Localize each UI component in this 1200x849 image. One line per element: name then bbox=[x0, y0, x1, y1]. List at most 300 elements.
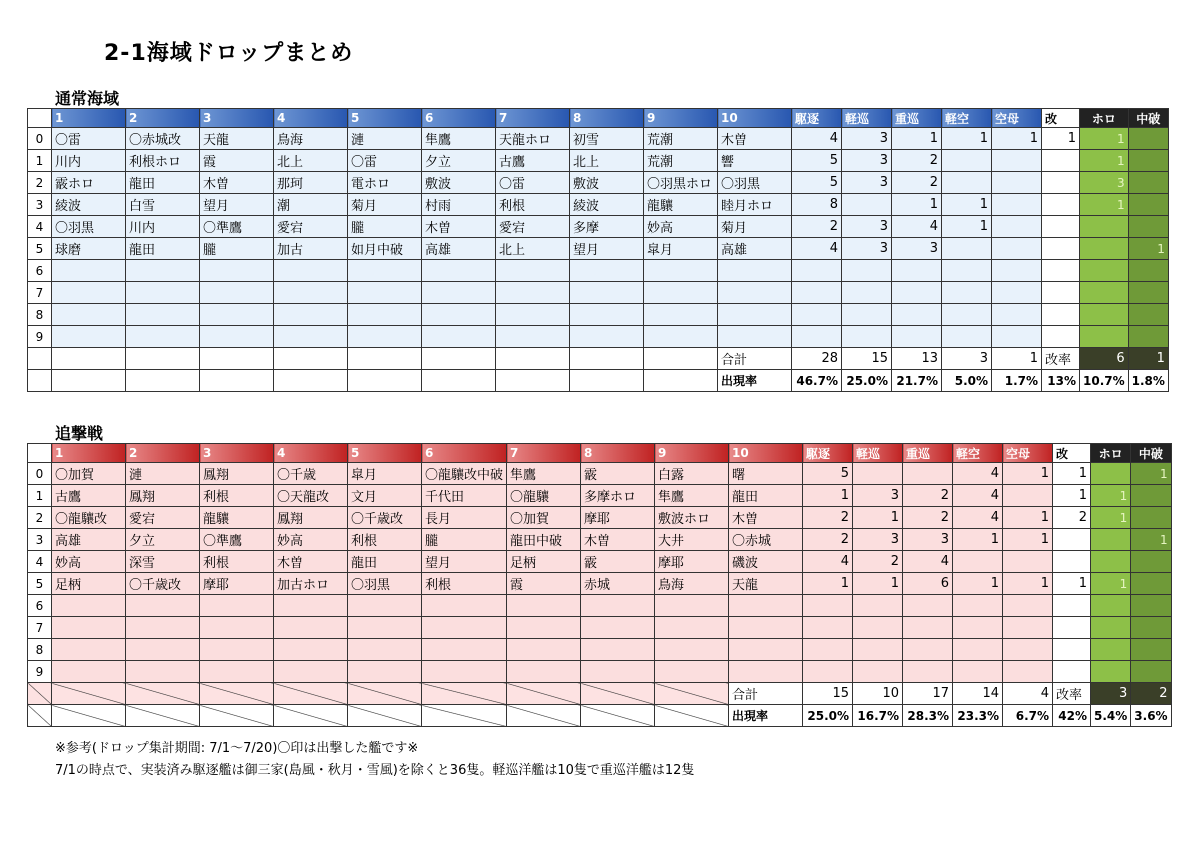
ship-cell bbox=[496, 304, 570, 326]
count-cell bbox=[892, 326, 942, 348]
column-header: 3 bbox=[200, 109, 274, 128]
ship-cell: 綾波 bbox=[52, 194, 126, 216]
column-header: 7 bbox=[507, 444, 581, 463]
ship-cell bbox=[126, 595, 200, 617]
damaged-total: 1 bbox=[1128, 348, 1168, 370]
column-header: 6 bbox=[422, 109, 496, 128]
count-cell bbox=[903, 639, 953, 661]
total-value: 15 bbox=[842, 348, 892, 370]
count-cell: 1 bbox=[1003, 573, 1053, 595]
holo-cell bbox=[1080, 326, 1129, 348]
ship-cell bbox=[729, 661, 803, 683]
ship-cell: 菊月 bbox=[348, 194, 422, 216]
ship-cell: 文月 bbox=[348, 485, 422, 507]
row-index: 4 bbox=[28, 216, 52, 238]
count-cell bbox=[992, 216, 1042, 238]
ship-cell: 夕立 bbox=[126, 529, 200, 551]
ship-cell: 北上 bbox=[496, 238, 570, 260]
count-cell: 3 bbox=[892, 238, 942, 260]
ship-cell: 木曽 bbox=[581, 529, 655, 551]
count-cell: 3 bbox=[842, 216, 892, 238]
count-cell bbox=[942, 172, 992, 194]
table-row bbox=[28, 326, 1169, 348]
total-label: 合計 bbox=[718, 348, 792, 370]
ship-cell: 敷波 bbox=[570, 172, 644, 194]
ship-cell: 木曽 bbox=[718, 128, 792, 150]
damaged-cell bbox=[1128, 128, 1168, 150]
column-header: 10 bbox=[729, 444, 803, 463]
ship-cell: 〇羽黒 bbox=[718, 172, 792, 194]
ship-cell bbox=[274, 639, 348, 661]
holo-total: 6 bbox=[1080, 348, 1129, 370]
count-cell: 3 bbox=[853, 485, 903, 507]
ship-cell: 深雪 bbox=[126, 551, 200, 573]
ship-cell: 如月中破 bbox=[348, 238, 422, 260]
count-cell: 2 bbox=[892, 150, 942, 172]
ship-cell: 利根 bbox=[422, 573, 507, 595]
count-cell bbox=[903, 661, 953, 683]
ship-cell: 球磨 bbox=[52, 238, 126, 260]
blank-cell bbox=[348, 683, 422, 705]
ship-cell bbox=[348, 326, 422, 348]
column-header: ホロ bbox=[1091, 444, 1131, 463]
holo-cell bbox=[1080, 304, 1129, 326]
kai-cell bbox=[1042, 238, 1080, 260]
ship-cell: 妙高 bbox=[644, 216, 718, 238]
total-value: 17 bbox=[903, 683, 953, 705]
kai-cell bbox=[1042, 172, 1080, 194]
ship-cell bbox=[507, 617, 581, 639]
count-cell bbox=[1003, 639, 1053, 661]
ship-cell: 霰 bbox=[581, 463, 655, 485]
count-cell bbox=[892, 282, 942, 304]
ship-cell: 木曽 bbox=[422, 216, 496, 238]
ship-cell bbox=[200, 326, 274, 348]
count-cell bbox=[992, 282, 1042, 304]
kai-cell bbox=[1042, 194, 1080, 216]
count-cell bbox=[853, 617, 903, 639]
ship-cell bbox=[126, 282, 200, 304]
ship-cell: 〇準鷹 bbox=[200, 216, 274, 238]
holo-cell bbox=[1080, 216, 1129, 238]
row-index: 7 bbox=[28, 282, 52, 304]
ship-cell bbox=[422, 661, 507, 683]
ship-cell: 天龍 bbox=[200, 128, 274, 150]
ship-cell bbox=[422, 304, 496, 326]
kai-cell: 1 bbox=[1053, 485, 1091, 507]
total-value: 10 bbox=[853, 683, 903, 705]
ship-cell: 愛宕 bbox=[274, 216, 348, 238]
count-cell bbox=[792, 326, 842, 348]
ship-cell: 龍田 bbox=[348, 551, 422, 573]
count-cell bbox=[842, 282, 892, 304]
count-cell: 2 bbox=[903, 507, 953, 529]
total-row bbox=[28, 348, 1169, 370]
column-header: 2 bbox=[126, 444, 200, 463]
ship-cell bbox=[274, 304, 348, 326]
section-label-normal: 通常海域 bbox=[55, 89, 120, 108]
row-index: 6 bbox=[28, 595, 52, 617]
count-cell: 1 bbox=[942, 194, 992, 216]
blank-cell bbox=[200, 348, 274, 370]
holo-total: 3 bbox=[1091, 683, 1131, 705]
ship-cell: 〇羽黒ホロ bbox=[644, 172, 718, 194]
ship-cell bbox=[496, 282, 570, 304]
ship-cell bbox=[274, 595, 348, 617]
kai-rate-value: 42% bbox=[1053, 705, 1091, 727]
count-cell bbox=[853, 463, 903, 485]
ship-cell bbox=[348, 304, 422, 326]
holo-cell bbox=[1091, 551, 1131, 573]
count-cell: 5 bbox=[792, 172, 842, 194]
ship-cell: 古鷹 bbox=[496, 150, 570, 172]
column-header: 10 bbox=[718, 109, 792, 128]
blank-cell bbox=[274, 683, 348, 705]
rate-value: 5.0% bbox=[942, 370, 992, 392]
ship-cell bbox=[348, 639, 422, 661]
ship-cell: 電ホロ bbox=[348, 172, 422, 194]
damaged-cell bbox=[1128, 194, 1168, 216]
count-cell bbox=[992, 326, 1042, 348]
header-row bbox=[28, 444, 1172, 463]
ship-cell: 〇龍驤 bbox=[507, 485, 581, 507]
holo-cell bbox=[1091, 661, 1131, 683]
ship-cell: 〇千歳改 bbox=[348, 507, 422, 529]
blank-cell bbox=[28, 348, 52, 370]
table-row bbox=[28, 194, 1169, 216]
ship-cell: 漣 bbox=[348, 128, 422, 150]
count-cell: 2 bbox=[803, 507, 853, 529]
count-cell: 1 bbox=[1003, 507, 1053, 529]
row-index: 0 bbox=[28, 463, 52, 485]
damaged-cell: 1 bbox=[1128, 238, 1168, 260]
count-cell: 2 bbox=[892, 172, 942, 194]
ship-cell: 北上 bbox=[570, 150, 644, 172]
count-cell bbox=[842, 326, 892, 348]
total-value: 14 bbox=[953, 683, 1003, 705]
ship-cell: 漣 bbox=[126, 463, 200, 485]
damaged-cell: 1 bbox=[1131, 463, 1171, 485]
count-cell: 2 bbox=[853, 551, 903, 573]
count-cell bbox=[803, 617, 853, 639]
column-header: 5 bbox=[348, 109, 422, 128]
blank-cell bbox=[28, 370, 52, 392]
count-cell bbox=[992, 172, 1042, 194]
count-cell: 3 bbox=[842, 238, 892, 260]
ship-cell: 〇天龍改 bbox=[274, 485, 348, 507]
corner-cell bbox=[28, 444, 52, 463]
ship-cell: 睦月ホロ bbox=[718, 194, 792, 216]
table-row bbox=[28, 128, 1169, 150]
count-cell: 1 bbox=[892, 194, 942, 216]
count-cell: 6 bbox=[903, 573, 953, 595]
row-index: 1 bbox=[28, 150, 52, 172]
count-cell bbox=[792, 304, 842, 326]
column-header: 1 bbox=[52, 109, 126, 128]
column-header: 8 bbox=[581, 444, 655, 463]
blank-cell bbox=[200, 370, 274, 392]
ship-cell bbox=[422, 260, 496, 282]
count-cell bbox=[803, 639, 853, 661]
ship-cell bbox=[52, 260, 126, 282]
holo-rate: 5.4% bbox=[1091, 705, 1131, 727]
blank-cell bbox=[570, 348, 644, 370]
count-cell bbox=[892, 260, 942, 282]
row-index: 9 bbox=[28, 326, 52, 348]
count-cell: 4 bbox=[792, 128, 842, 150]
blank-cell bbox=[581, 705, 655, 727]
blank-cell bbox=[348, 348, 422, 370]
row-index: 1 bbox=[28, 485, 52, 507]
count-cell bbox=[942, 326, 992, 348]
ship-cell: 〇羽黒 bbox=[52, 216, 126, 238]
page-title: 2-1海域ドロップまとめ bbox=[104, 41, 354, 66]
ship-cell: 利根ホロ bbox=[126, 150, 200, 172]
blank-cell bbox=[507, 705, 581, 727]
kai-cell: 1 bbox=[1053, 573, 1091, 595]
ship-cell bbox=[655, 617, 729, 639]
note-implemented-ships: 7/1の時点で、実装済み駆逐艦は御三家(島風・秋月・雪風)を除くと36隻。軽巡洋艦は10隻で重巡洋艦は12隻 bbox=[55, 763, 695, 778]
count-cell: 1 bbox=[1003, 529, 1053, 551]
count-cell: 4 bbox=[792, 238, 842, 260]
kai-cell bbox=[1053, 617, 1091, 639]
ship-cell: 多摩ホロ bbox=[581, 485, 655, 507]
ship-cell bbox=[570, 282, 644, 304]
count-cell bbox=[992, 238, 1042, 260]
kai-cell: 1 bbox=[1042, 128, 1080, 150]
ship-cell bbox=[274, 260, 348, 282]
damaged-cell bbox=[1128, 304, 1168, 326]
blank-cell bbox=[274, 370, 348, 392]
count-cell bbox=[992, 304, 1042, 326]
damaged-cell bbox=[1128, 150, 1168, 172]
table-row bbox=[28, 260, 1169, 282]
ship-cell bbox=[52, 661, 126, 683]
damaged-cell bbox=[1131, 485, 1171, 507]
table-row bbox=[28, 595, 1172, 617]
blank-cell bbox=[655, 705, 729, 727]
ship-cell: 古鷹 bbox=[52, 485, 126, 507]
ship-cell bbox=[581, 595, 655, 617]
ship-cell: 朧 bbox=[422, 529, 507, 551]
holo-cell bbox=[1091, 463, 1131, 485]
ship-cell bbox=[126, 639, 200, 661]
ship-cell: 朧 bbox=[348, 216, 422, 238]
ship-cell: 川内 bbox=[52, 150, 126, 172]
column-header: 重巡 bbox=[903, 444, 953, 463]
ship-cell bbox=[200, 661, 274, 683]
damaged-cell bbox=[1131, 639, 1171, 661]
row-index: 2 bbox=[28, 507, 52, 529]
damaged-total: 2 bbox=[1131, 683, 1171, 705]
blank-cell bbox=[644, 348, 718, 370]
total-row bbox=[28, 683, 1172, 705]
count-cell bbox=[903, 595, 953, 617]
ship-cell: 〇加賀 bbox=[52, 463, 126, 485]
kai-rate-value: 13% bbox=[1042, 370, 1080, 392]
ship-cell bbox=[570, 304, 644, 326]
ship-cell bbox=[200, 617, 274, 639]
kai-cell bbox=[1053, 639, 1091, 661]
ship-cell bbox=[52, 617, 126, 639]
ship-cell bbox=[729, 617, 803, 639]
ship-cell bbox=[496, 260, 570, 282]
ship-cell bbox=[200, 595, 274, 617]
ship-cell bbox=[729, 595, 803, 617]
blank-cell bbox=[496, 370, 570, 392]
count-cell bbox=[953, 595, 1003, 617]
ship-cell: 摩耶 bbox=[655, 551, 729, 573]
row-index: 2 bbox=[28, 172, 52, 194]
ship-cell: 荒潮 bbox=[644, 150, 718, 172]
count-cell bbox=[792, 260, 842, 282]
count-cell: 1 bbox=[942, 216, 992, 238]
ship-cell: 加古ホロ bbox=[274, 573, 348, 595]
kai-cell bbox=[1042, 216, 1080, 238]
ship-cell: 敷波ホロ bbox=[655, 507, 729, 529]
ship-cell bbox=[718, 260, 792, 282]
blank-cell bbox=[126, 370, 200, 392]
count-cell: 1 bbox=[1003, 463, 1053, 485]
ship-cell bbox=[644, 304, 718, 326]
count-cell bbox=[853, 595, 903, 617]
kai-rate-label: 改率 bbox=[1042, 348, 1080, 370]
ship-cell: 〇加賀 bbox=[507, 507, 581, 529]
blank-cell bbox=[422, 370, 496, 392]
ship-cell: 北上 bbox=[274, 150, 348, 172]
table-row bbox=[28, 463, 1172, 485]
count-cell: 1 bbox=[853, 573, 903, 595]
ship-cell: 霰 bbox=[581, 551, 655, 573]
count-cell: 4 bbox=[953, 507, 1003, 529]
ship-cell bbox=[422, 326, 496, 348]
count-cell bbox=[953, 661, 1003, 683]
ship-cell: 霞 bbox=[507, 573, 581, 595]
ship-cell: 木曽 bbox=[274, 551, 348, 573]
holo-cell: 1 bbox=[1080, 194, 1129, 216]
kai-cell bbox=[1042, 260, 1080, 282]
blank-cell bbox=[570, 370, 644, 392]
ship-cell: 〇千歳 bbox=[274, 463, 348, 485]
table-row bbox=[28, 282, 1169, 304]
ship-cell bbox=[274, 326, 348, 348]
total-value: 28 bbox=[792, 348, 842, 370]
count-cell: 4 bbox=[903, 551, 953, 573]
column-header: 3 bbox=[200, 444, 274, 463]
ship-cell: 朧 bbox=[200, 238, 274, 260]
column-header: 5 bbox=[348, 444, 422, 463]
count-cell: 4 bbox=[953, 485, 1003, 507]
ship-cell bbox=[274, 617, 348, 639]
holo-cell bbox=[1080, 282, 1129, 304]
ship-cell: 高雄 bbox=[52, 529, 126, 551]
table-row bbox=[28, 238, 1169, 260]
holo-cell bbox=[1091, 595, 1131, 617]
kai-cell bbox=[1042, 150, 1080, 172]
count-cell bbox=[1003, 595, 1053, 617]
ship-cell: 龍驤 bbox=[644, 194, 718, 216]
column-header: 9 bbox=[644, 109, 718, 128]
blank-cell bbox=[581, 683, 655, 705]
ship-cell: 龍田中破 bbox=[507, 529, 581, 551]
rate-label: 出現率 bbox=[729, 705, 803, 727]
column-header: 軽巡 bbox=[853, 444, 903, 463]
blank-cell bbox=[644, 370, 718, 392]
ship-cell: 鳳翔 bbox=[126, 485, 200, 507]
kai-cell: 1 bbox=[1053, 463, 1091, 485]
ship-cell bbox=[507, 661, 581, 683]
count-cell bbox=[842, 194, 892, 216]
ship-cell bbox=[52, 282, 126, 304]
rate-value: 21.7% bbox=[892, 370, 942, 392]
ship-cell: 龍驤 bbox=[200, 507, 274, 529]
damaged-cell bbox=[1128, 172, 1168, 194]
ship-cell bbox=[729, 639, 803, 661]
section-label-pursuit: 追撃戦 bbox=[55, 424, 104, 443]
ship-cell: 高雄 bbox=[422, 238, 496, 260]
count-cell: 1 bbox=[853, 507, 903, 529]
ship-cell: 鳳翔 bbox=[274, 507, 348, 529]
count-cell: 2 bbox=[803, 529, 853, 551]
holo-cell: 1 bbox=[1091, 485, 1131, 507]
column-header: 駆逐 bbox=[803, 444, 853, 463]
count-cell bbox=[853, 661, 903, 683]
count-cell: 5 bbox=[803, 463, 853, 485]
ship-cell: 〇赤城 bbox=[729, 529, 803, 551]
ship-cell bbox=[126, 304, 200, 326]
blank-cell bbox=[348, 705, 422, 727]
count-cell bbox=[803, 595, 853, 617]
column-header: 改 bbox=[1053, 444, 1091, 463]
ship-cell bbox=[422, 639, 507, 661]
ship-cell bbox=[200, 260, 274, 282]
ship-cell: 潮 bbox=[274, 194, 348, 216]
rate-label: 出現率 bbox=[718, 370, 792, 392]
count-cell bbox=[892, 304, 942, 326]
count-cell bbox=[803, 661, 853, 683]
count-cell: 3 bbox=[842, 172, 892, 194]
blank-cell bbox=[348, 370, 422, 392]
column-header: 9 bbox=[655, 444, 729, 463]
rate-value: 25.0% bbox=[803, 705, 853, 727]
blank-cell bbox=[126, 348, 200, 370]
blank-cell bbox=[274, 348, 348, 370]
ship-cell bbox=[200, 639, 274, 661]
kai-cell bbox=[1053, 595, 1091, 617]
count-cell bbox=[942, 304, 992, 326]
holo-cell: 1 bbox=[1080, 128, 1129, 150]
row-index: 5 bbox=[28, 238, 52, 260]
ship-cell: 隼鷹 bbox=[422, 128, 496, 150]
total-label: 合計 bbox=[729, 683, 803, 705]
count-cell: 3 bbox=[903, 529, 953, 551]
ship-cell bbox=[718, 282, 792, 304]
total-value: 13 bbox=[892, 348, 942, 370]
rate-value: 1.7% bbox=[992, 370, 1042, 392]
ship-cell bbox=[655, 661, 729, 683]
row-index: 3 bbox=[28, 529, 52, 551]
ship-cell: 天龍 bbox=[729, 573, 803, 595]
ship-cell bbox=[126, 326, 200, 348]
damaged-rate: 3.6% bbox=[1131, 705, 1171, 727]
count-cell bbox=[903, 463, 953, 485]
ship-cell bbox=[422, 617, 507, 639]
ship-cell: 加古 bbox=[274, 238, 348, 260]
ship-cell: 足柄 bbox=[507, 551, 581, 573]
table-row bbox=[28, 507, 1172, 529]
ship-cell: 〇龍驤改中破 bbox=[422, 463, 507, 485]
ship-cell: 高雄 bbox=[718, 238, 792, 260]
